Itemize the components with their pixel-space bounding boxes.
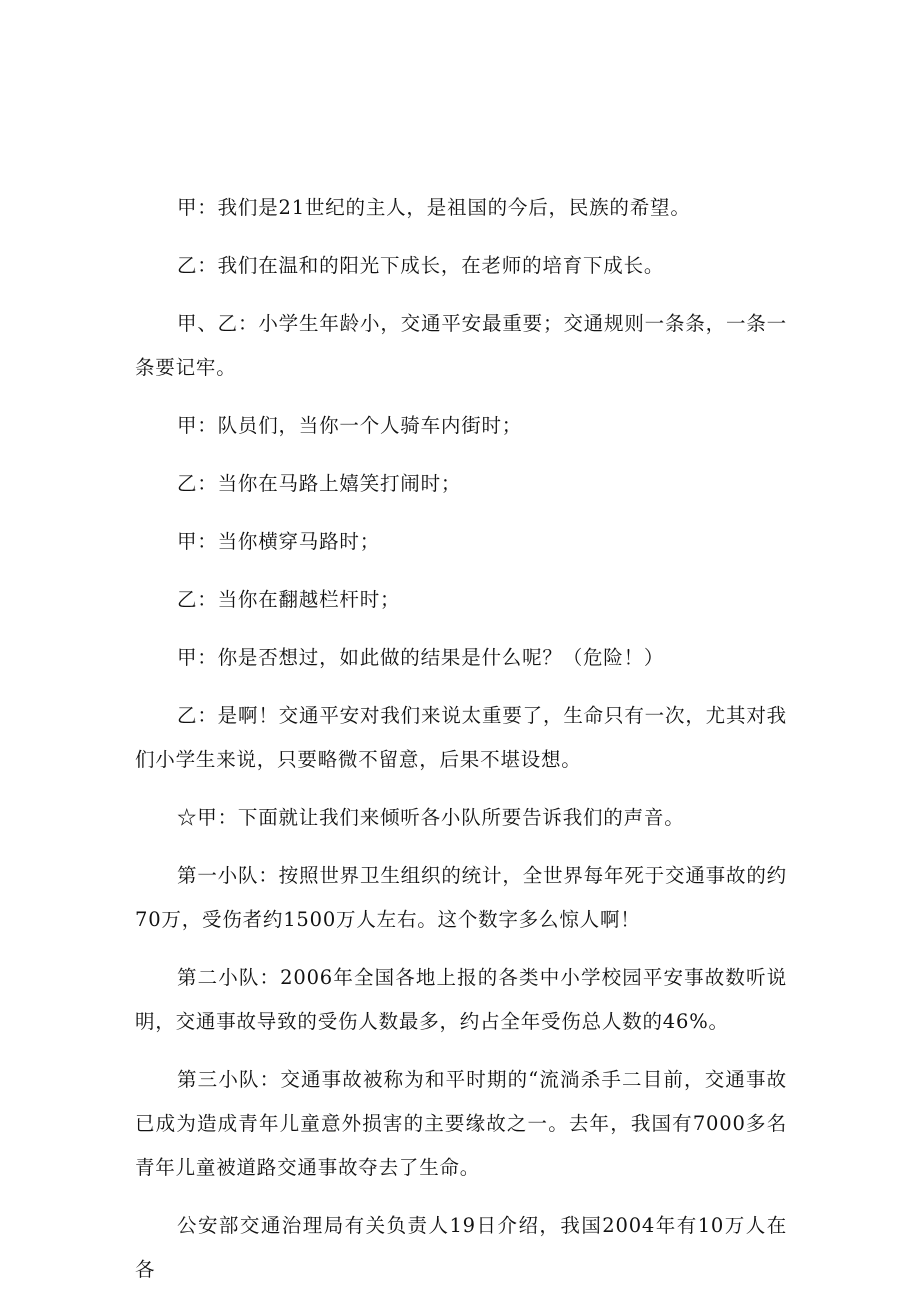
paragraph-6: 甲：当你横穿马路时； <box>177 530 381 553</box>
paragraph-4: 甲：队员们，当你一个人骑车内街时； <box>177 414 523 437</box>
paragraph-13: 第三小队：交通事故被称为和平时期的“流淌杀手二目前，交通事故已成为造成青年儿童意外损害的主要缘故之一。去年，我国有7000多名青年儿童被道路交通事故夺去了生命。 <box>135 1068 787 1179</box>
paragraph-2: 乙：我们在温和的阳光下成长，在老师的培育下成长。 <box>177 254 665 277</box>
paragraph-9: 乙：是啊！交通平安对我们来说太重要了，生命只有一次，尤其对我们小学生来说，只要略微不留意，后果不堪设想。 <box>135 704 787 771</box>
paragraph-3: 甲、乙：小学生年龄小，交通平安最重要；交通规则一条条，一条一条要记牢。 <box>135 312 787 379</box>
paragraph-7: 乙：当你在翻越栏杆时； <box>177 588 401 611</box>
paragraph-10: ☆甲：下面就让我们来倾听各小队所要告诉我们的声音。 <box>177 806 685 829</box>
paragraph-11: 第一小队：按照世界卫生组织的统计，全世界每年死于交通事故的约70万，受伤者约1500万人左右。这个数字多么惊人啊！ <box>135 864 787 931</box>
document-body <box>135 186 787 1306</box>
paragraph-14: 公安部交通治理局有关负责人19日介绍，我国2004年有10万人在各 <box>135 1214 787 1281</box>
paragraph-8: 甲：你是否想过，如此做的结果是什么呢？（危险！） <box>177 646 665 669</box>
paragraph-5: 乙：当你在马路上嬉笑打闹时； <box>177 472 462 495</box>
paragraph-1: 甲：我们是21世纪的主人，是祖国的今后，民族的希望。 <box>177 196 691 219</box>
paragraph-12: 第二小队：2006年全国各地上报的各类中小学校园平安事故数听说明，交通事故导致的受伤人数最多，约占全年受伤总人数的46%。 <box>135 966 787 1033</box>
